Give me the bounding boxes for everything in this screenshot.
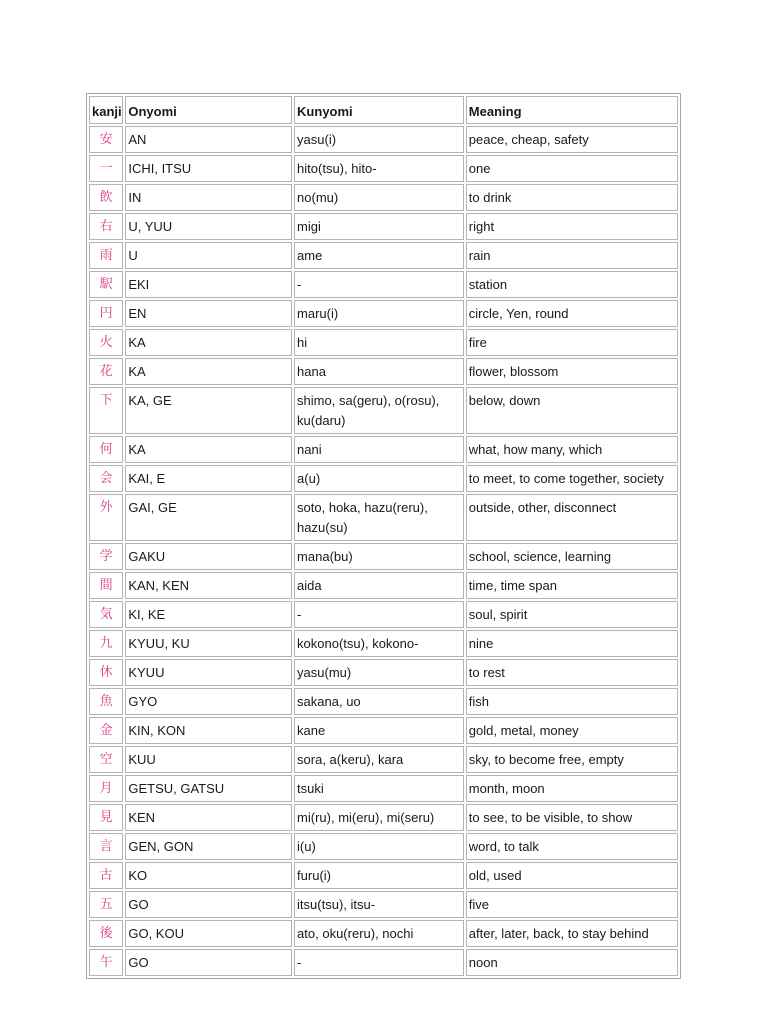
kunyomi-cell: mana(bu) [294,543,464,570]
table-row [89,833,678,860]
kanji-cell: 下 [89,387,123,434]
kunyomi-cell: migi [294,213,464,240]
table-row [89,630,678,657]
table-row [89,717,678,744]
meaning-cell: right [466,213,678,240]
onyomi-cell: GO, KOU [125,920,292,947]
header-kanji: kanji [89,96,123,124]
table-row [89,572,678,599]
kunyomi-cell: tsuki [294,775,464,802]
kanji-cell: 午 [89,949,123,976]
kanji-cell: 休 [89,659,123,686]
table-row [89,775,678,802]
kanji-cell: 金 [89,717,123,744]
kanji-cell: 五 [89,891,123,918]
onyomi-cell: GETSU, GATSU [125,775,292,802]
meaning-cell: old, used [466,862,678,889]
meaning-cell: below, down [466,387,678,434]
table-body [89,126,678,976]
onyomi-cell: GEN, GON [125,833,292,860]
kanji-cell: 火 [89,329,123,356]
meaning-cell: flower, blossom [466,358,678,385]
onyomi-cell: U [125,242,292,269]
kanji-cell: 安 [89,126,123,153]
table-row [89,184,678,211]
onyomi-cell: U, YUU [125,213,292,240]
table-row [89,465,678,492]
kunyomi-cell: nani [294,436,464,463]
onyomi-cell: EKI [125,271,292,298]
onyomi-cell: KYUU, KU [125,630,292,657]
table-row [89,213,678,240]
onyomi-cell: KAN, KEN [125,572,292,599]
kunyomi-cell: ame [294,242,464,269]
onyomi-cell: GYO [125,688,292,715]
meaning-cell: outside, other, disconnect [466,494,678,541]
kanji-cell: 花 [89,358,123,385]
meaning-cell: what, how many, which [466,436,678,463]
kunyomi-cell: aida [294,572,464,599]
meaning-cell: soul, spirit [466,601,678,628]
kanji-cell: 一 [89,155,123,182]
kunyomi-cell: i(u) [294,833,464,860]
meaning-cell: station [466,271,678,298]
onyomi-cell: AN [125,126,292,153]
meaning-cell: sky, to become free, empty [466,746,678,773]
table-row [89,543,678,570]
kunyomi-cell: shimo, sa(geru), o(rosu), ku(daru) [294,387,464,434]
kunyomi-cell: - [294,949,464,976]
table-row [89,601,678,628]
kanji-cell: 駅 [89,271,123,298]
onyomi-cell: GAKU [125,543,292,570]
meaning-cell: time, time span [466,572,678,599]
onyomi-cell: KA [125,329,292,356]
table-row [89,155,678,182]
meaning-cell: rain [466,242,678,269]
kunyomi-cell: sora, a(keru), kara [294,746,464,773]
table-row [89,494,678,541]
kanji-cell: 空 [89,746,123,773]
kanji-cell: 何 [89,436,123,463]
kanji-cell: 月 [89,775,123,802]
onyomi-cell: KEN [125,804,292,831]
kanji-table [86,93,681,979]
kunyomi-cell: kokono(tsu), kokono- [294,630,464,657]
kanji-cell: 後 [89,920,123,947]
onyomi-cell: EN [125,300,292,327]
kunyomi-cell: a(u) [294,465,464,492]
header-meaning: Meaning [466,96,678,124]
meaning-cell: peace, cheap, safety [466,126,678,153]
kunyomi-cell: itsu(tsu), itsu- [294,891,464,918]
kunyomi-cell: - [294,601,464,628]
table-row [89,126,678,153]
table-row [89,804,678,831]
onyomi-cell: GAI, GE [125,494,292,541]
meaning-cell: word, to talk [466,833,678,860]
onyomi-cell: ICHI, ITSU [125,155,292,182]
table-row [89,949,678,976]
meaning-cell: noon [466,949,678,976]
kanji-cell: 右 [89,213,123,240]
meaning-cell: to see, to be visible, to show [466,804,678,831]
kanji-cell: 魚 [89,688,123,715]
onyomi-cell: KA [125,358,292,385]
onyomi-cell: KA [125,436,292,463]
onyomi-cell: KAI, E [125,465,292,492]
kunyomi-cell: no(mu) [294,184,464,211]
meaning-cell: to meet, to come together, society [466,465,678,492]
table-row [89,387,678,434]
kunyomi-cell: sakana, uo [294,688,464,715]
header-kunyomi: Kunyomi [294,96,464,124]
kanji-cell: 古 [89,862,123,889]
table-row [89,862,678,889]
kanji-cell: 円 [89,300,123,327]
kunyomi-cell: hana [294,358,464,385]
onyomi-cell: KIN, KON [125,717,292,744]
meaning-cell: gold, metal, money [466,717,678,744]
table-row [89,688,678,715]
kunyomi-cell: kane [294,717,464,744]
onyomi-cell: KI, KE [125,601,292,628]
kanji-cell: 見 [89,804,123,831]
table-row [89,891,678,918]
meaning-cell: one [466,155,678,182]
kunyomi-cell: ato, oku(reru), nochi [294,920,464,947]
meaning-cell: fish [466,688,678,715]
onyomi-cell: KYUU [125,659,292,686]
kanji-cell: 言 [89,833,123,860]
kanji-cell: 学 [89,543,123,570]
meaning-cell: circle, Yen, round [466,300,678,327]
meaning-cell: to rest [466,659,678,686]
meaning-cell: school, science, learning [466,543,678,570]
kanji-cell: 間 [89,572,123,599]
meaning-cell: month, moon [466,775,678,802]
kunyomi-cell: furu(i) [294,862,464,889]
onyomi-cell: KA, GE [125,387,292,434]
kanji-cell: 飲 [89,184,123,211]
kunyomi-cell: yasu(i) [294,126,464,153]
meaning-cell: to drink [466,184,678,211]
kunyomi-cell: hito(tsu), hito- [294,155,464,182]
meaning-cell: five [466,891,678,918]
meaning-cell: after, later, back, to stay behind [466,920,678,947]
meaning-cell: fire [466,329,678,356]
table-row [89,659,678,686]
kanji-cell: 雨 [89,242,123,269]
kanji-cell: 九 [89,630,123,657]
table-row [89,300,678,327]
kunyomi-cell: - [294,271,464,298]
table-row [89,271,678,298]
kunyomi-cell: maru(i) [294,300,464,327]
kunyomi-cell: soto, hoka, hazu(reru), hazu(su) [294,494,464,541]
kunyomi-cell: mi(ru), mi(eru), mi(seru) [294,804,464,831]
onyomi-cell: KO [125,862,292,889]
table-row [89,358,678,385]
document-page [86,93,681,979]
table-header-row [89,96,678,124]
table-row [89,436,678,463]
kanji-cell: 会 [89,465,123,492]
table-row [89,242,678,269]
header-onyomi: Onyomi [125,96,292,124]
kunyomi-cell: yasu(mu) [294,659,464,686]
kunyomi-cell: hi [294,329,464,356]
onyomi-cell: KUU [125,746,292,773]
onyomi-cell: IN [125,184,292,211]
table-row [89,746,678,773]
kanji-cell: 外 [89,494,123,541]
kanji-cell: 気 [89,601,123,628]
onyomi-cell: GO [125,949,292,976]
table-row [89,920,678,947]
onyomi-cell: GO [125,891,292,918]
meaning-cell: nine [466,630,678,657]
table-row [89,329,678,356]
